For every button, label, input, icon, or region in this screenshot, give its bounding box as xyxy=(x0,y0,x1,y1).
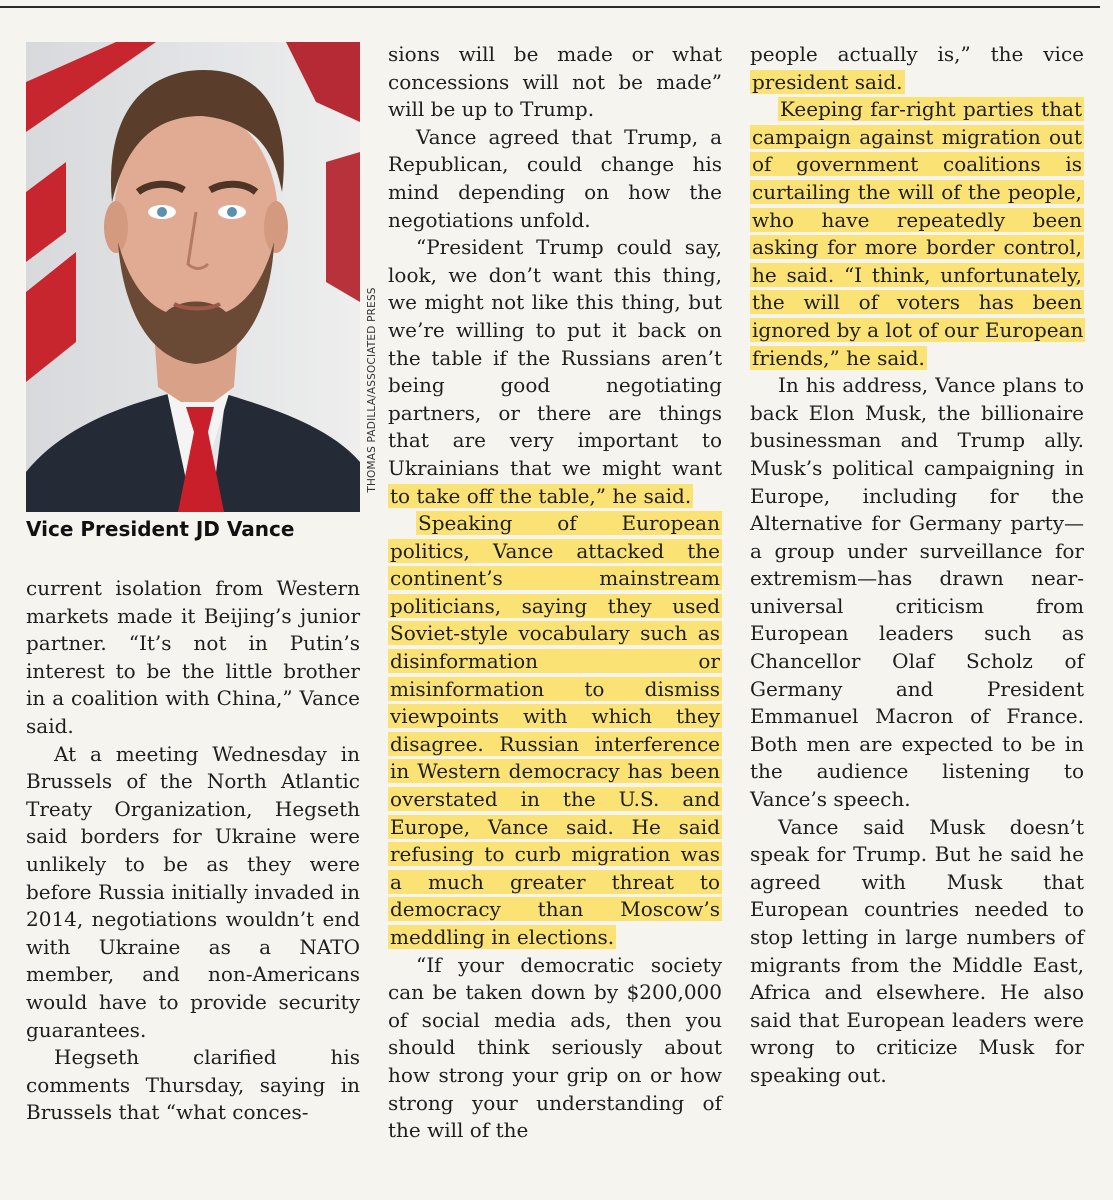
paragraph xyxy=(388,234,722,510)
highlighted-text: president said. xyxy=(752,69,903,94)
paragraph: Vance agreed that Trump, a Republican, could change his mind depending on how the negotiations unfold. xyxy=(388,124,722,232)
paragraph xyxy=(388,510,722,952)
top-rule xyxy=(0,6,1100,8)
highlighted-text: to take off the table,” he said. xyxy=(390,483,692,508)
paragraph-text: “President Trump could say, look, we don’t want this thing, we might not like this thing, but we’re willing to put it back on the table if the Russians aren’t being good negotiating partners, or there are things that are very important to Ukrainians that we might want xyxy=(388,235,722,480)
vance-photo xyxy=(26,42,360,512)
paragraph: At a meeting Wednesday in Brussels of the North Atlantic Treaty Organization, Hegseth said borders for Ukraine were unlikely to be as they were before Russia initially invaded in 2014, negotiations wouldn’t end with Ukraine as a NATO member, and non-Americans would have to provide security guarantees. xyxy=(26,741,360,1042)
highlighted-text: Speaking of European politics, Vance attacked the continent’s mainstream politicians, saying they used Soviet-style vocabulary such as disinformation or misinformation to dismiss viewpoints with which they disagree. Russian interference in Western democracy has been overstated in the U.S. and Europe, Vance said. He said refusing to curb migration was a much greater threat to democracy than Moscow’s meddling in elections. xyxy=(390,511,720,949)
paragraph: Vance said Musk doesn’t speak for Trump. But he said he agreed with Musk that European countries needed to stop letting in large numbers of migrants from the Middle East, Africa and elsewhere. He also said that European leaders were wrong to criticize Musk for speaking out. xyxy=(750,814,1084,1087)
paragraph: Hegseth clarified his comments Thursday, saying in Brussels that “what conces- xyxy=(26,1045,360,1125)
paragraph: In his address, Vance plans to back Elon Musk, the billionaire businessman and Trump ally. Musk’s political campaigning in Europe, including for the Alternative for Germany party—a group under surveillance for extremism—has drawn near-universal criticism from European leaders such as Chancellor Olaf Scholz of Germany and President Emmanuel Macron of France. Both men are expected to be in the audience listening to Vance’s speech. xyxy=(750,373,1084,812)
paragraph-text: people actually is,” the vice xyxy=(750,42,1084,66)
highlighted-text: Keeping far-right parties that campaign against migration out of government coalitions is curtailing the will of the people, who have repeatedly been asking for more border control, he said. “I think, unfortunately, the will of voters has been ignored by a lot of our European friends,” he said. xyxy=(752,97,1084,370)
photo-credit-text: THOMAS PADILLA/ASSOCIATED PRESS xyxy=(366,287,378,493)
column-3 xyxy=(750,41,1084,1090)
photo-caption: Vice President JD Vance xyxy=(26,517,295,541)
column-2 xyxy=(388,41,722,1145)
paragraph: current isolation from Western markets made it Beijing’s junior partner. “It’s not in Putin’s interest to be the little brother in a coalition with China,” Vance said. xyxy=(26,576,360,738)
paragraph: sions will be made or what concessions will not be made” will be up to Trump. xyxy=(388,42,722,122)
column-1 xyxy=(26,575,360,1127)
paragraph xyxy=(750,96,1084,372)
photo-credit xyxy=(362,264,382,516)
paragraph: “If your democratic society can be taken down by $200,000 of social media ads, then you should think seriously about how strong your grip on or how strong your understanding of the will of the xyxy=(388,952,722,1143)
paragraph xyxy=(750,41,1084,96)
